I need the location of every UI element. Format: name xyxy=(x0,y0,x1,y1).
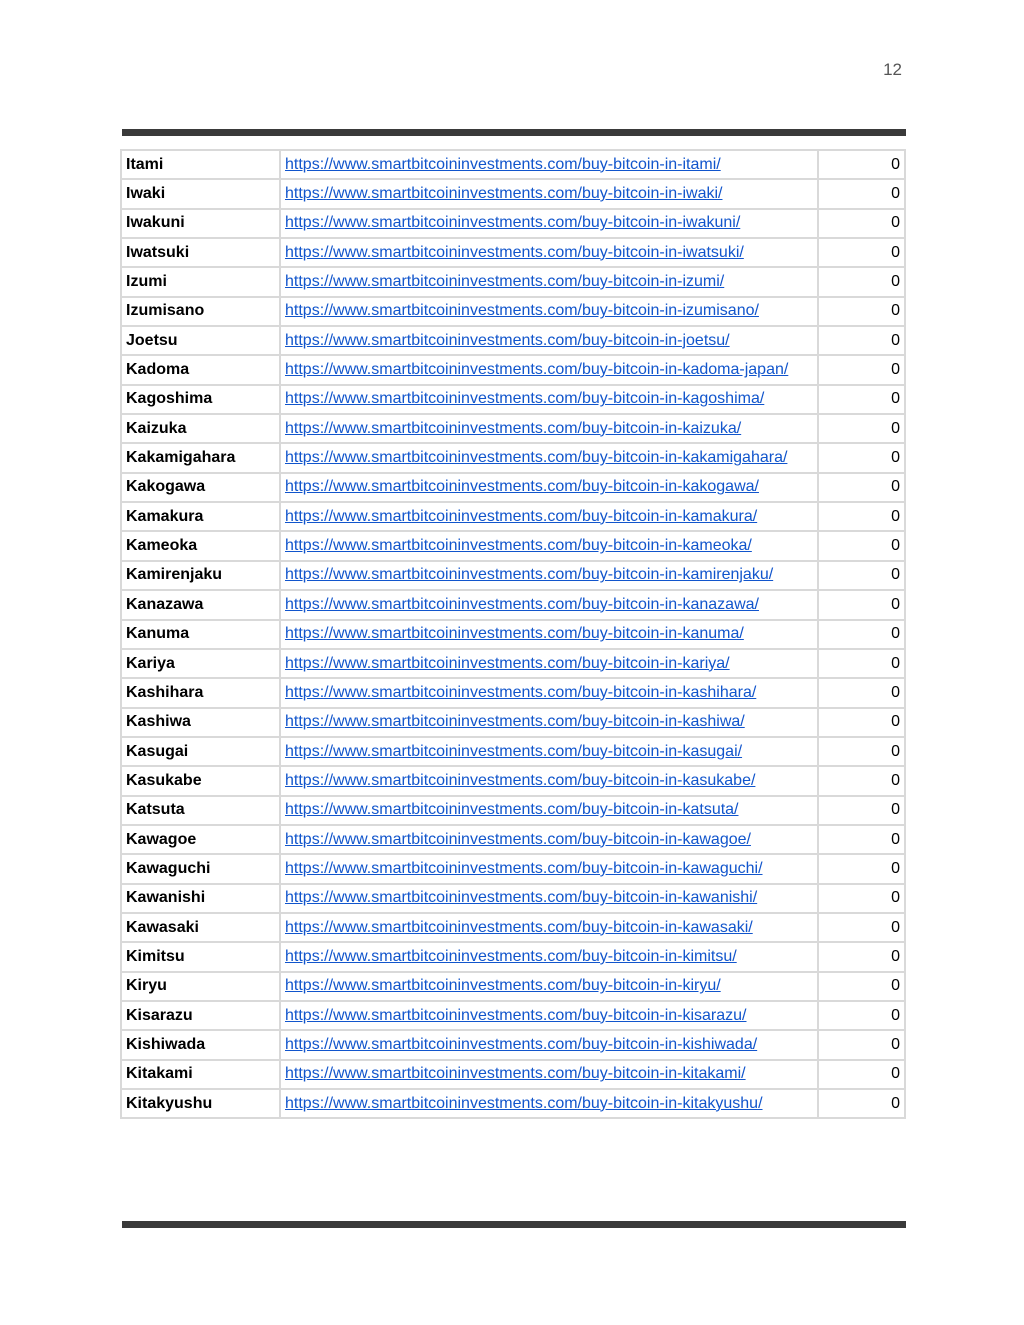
url-cell xyxy=(280,385,818,414)
city-url-link[interactable]: https://www.smartbitcoininvestments.com/buy-bitcoin-in-kitakami/ xyxy=(285,1065,746,1083)
url-cell xyxy=(280,708,818,737)
city-name-cell: Kisarazu xyxy=(121,1001,280,1030)
city-name-cell: Kimitsu xyxy=(121,942,280,971)
url-cell xyxy=(280,620,818,649)
table-row xyxy=(121,414,905,443)
top-divider xyxy=(122,129,906,136)
city-url-link[interactable]: https://www.smartbitcoininvestments.com/buy-bitcoin-in-kaizuka/ xyxy=(285,419,742,437)
count-cell: 0 xyxy=(818,502,905,531)
url-cell xyxy=(280,825,818,854)
count-cell: 0 xyxy=(818,737,905,766)
city-url-link[interactable]: https://www.smartbitcoininvestments.com/buy-bitcoin-in-kanazawa/ xyxy=(285,595,759,613)
city-name-cell: Kitakami xyxy=(121,1060,280,1089)
city-url-link[interactable]: https://www.smartbitcoininvestments.com/buy-bitcoin-in-kanuma/ xyxy=(285,625,744,643)
city-name-cell: Kasukabe xyxy=(121,766,280,795)
city-url-link[interactable]: https://www.smartbitcoininvestments.com/buy-bitcoin-in-izumi/ xyxy=(285,273,725,291)
city-url-link[interactable]: https://www.smartbitcoininvestments.com/buy-bitcoin-in-kasugai/ xyxy=(285,742,743,760)
table-row xyxy=(121,796,905,825)
city-url-link[interactable]: https://www.smartbitcoininvestments.com/buy-bitcoin-in-kawanishi/ xyxy=(285,889,758,907)
table-row xyxy=(121,1030,905,1059)
table-row xyxy=(121,1001,905,1030)
city-url-link[interactable]: https://www.smartbitcoininvestments.com/buy-bitcoin-in-kamakura/ xyxy=(285,507,758,525)
table-row xyxy=(121,502,905,531)
count-cell: 0 xyxy=(818,209,905,238)
table-row xyxy=(121,972,905,1001)
city-name-cell: Kakogawa xyxy=(121,473,280,502)
city-name-cell: Joetsu xyxy=(121,326,280,355)
city-url-link[interactable]: https://www.smartbitcoininvestments.com/buy-bitcoin-in-kadoma-japan/ xyxy=(285,361,789,379)
count-cell: 0 xyxy=(818,590,905,619)
count-cell: 0 xyxy=(818,708,905,737)
count-cell: 0 xyxy=(818,620,905,649)
table-row xyxy=(121,150,905,179)
city-name-cell: Kasugai xyxy=(121,737,280,766)
url-cell xyxy=(280,326,818,355)
table-row xyxy=(121,1089,905,1118)
count-cell: 0 xyxy=(818,884,905,913)
city-name-cell: Itami xyxy=(121,150,280,179)
url-cell xyxy=(280,355,818,384)
city-name-cell: Kamirenjaku xyxy=(121,561,280,590)
city-url-link[interactable]: https://www.smartbitcoininvestments.com/buy-bitcoin-in-kawagoe/ xyxy=(285,830,751,848)
url-cell xyxy=(280,1089,818,1118)
url-cell xyxy=(280,972,818,1001)
city-url-link[interactable]: https://www.smartbitcoininvestments.com/buy-bitcoin-in-kashihara/ xyxy=(285,683,757,701)
table-row xyxy=(121,443,905,472)
table-row xyxy=(121,473,905,502)
table-row xyxy=(121,267,905,296)
count-cell: 0 xyxy=(818,854,905,883)
count-cell: 0 xyxy=(818,1089,905,1118)
url-cell xyxy=(280,531,818,560)
url-cell xyxy=(280,1060,818,1089)
city-url-link[interactable]: https://www.smartbitcoininvestments.com/buy-bitcoin-in-kakogawa/ xyxy=(285,478,759,496)
city-url-link[interactable]: https://www.smartbitcoininvestments.com/buy-bitcoin-in-izumisano/ xyxy=(285,302,759,320)
count-cell: 0 xyxy=(818,913,905,942)
table-row xyxy=(121,531,905,560)
url-cell xyxy=(280,297,818,326)
url-cell xyxy=(280,766,818,795)
city-url-link[interactable]: https://www.smartbitcoininvestments.com/buy-bitcoin-in-katsuta/ xyxy=(285,801,739,819)
table-body xyxy=(121,150,905,1118)
city-url-link[interactable]: https://www.smartbitcoininvestments.com/buy-bitcoin-in-kashiwa/ xyxy=(285,713,745,731)
city-name-cell: Izumi xyxy=(121,267,280,296)
city-name-cell: Kawanishi xyxy=(121,884,280,913)
count-cell: 0 xyxy=(818,531,905,560)
table-row xyxy=(121,825,905,854)
city-name-cell: Kawasaki xyxy=(121,913,280,942)
url-cell xyxy=(280,443,818,472)
table-row xyxy=(121,766,905,795)
page-number: 12 xyxy=(883,60,902,79)
url-cell xyxy=(280,1001,818,1030)
city-url-link[interactable]: https://www.smartbitcoininvestments.com/buy-bitcoin-in-kitakyushu/ xyxy=(285,1094,763,1112)
city-url-link[interactable]: https://www.smartbitcoininvestments.com/buy-bitcoin-in-kishiwada/ xyxy=(285,1035,758,1053)
url-cell xyxy=(280,238,818,267)
count-cell: 0 xyxy=(818,649,905,678)
url-cell xyxy=(280,150,818,179)
city-url-link[interactable]: https://www.smartbitcoininvestments.com/buy-bitcoin-in-iwatsuki/ xyxy=(285,243,744,261)
table-row xyxy=(121,854,905,883)
count-cell: 0 xyxy=(818,443,905,472)
table-row xyxy=(121,942,905,971)
city-url-link[interactable]: https://www.smartbitcoininvestments.com/buy-bitcoin-in-kimitsu/ xyxy=(285,947,737,965)
city-name-cell: Kariya xyxy=(121,649,280,678)
table-row xyxy=(121,209,905,238)
count-cell: 0 xyxy=(818,942,905,971)
bottom-divider xyxy=(122,1221,906,1228)
count-cell: 0 xyxy=(818,796,905,825)
city-name-cell: Kishiwada xyxy=(121,1030,280,1059)
city-url-link[interactable]: https://www.smartbitcoininvestments.com/buy-bitcoin-in-kasukabe/ xyxy=(285,771,756,789)
table-row xyxy=(121,297,905,326)
city-name-cell: Kagoshima xyxy=(121,385,280,414)
count-cell: 0 xyxy=(818,414,905,443)
table-row xyxy=(121,1060,905,1089)
table-row xyxy=(121,708,905,737)
table-row xyxy=(121,590,905,619)
city-url-link[interactable]: https://www.smartbitcoininvestments.com/buy-bitcoin-in-kariya/ xyxy=(285,654,730,672)
city-name-cell: Kamakura xyxy=(121,502,280,531)
city-name-cell: Iwatsuki xyxy=(121,238,280,267)
city-name-cell: Kanuma xyxy=(121,620,280,649)
city-url-link[interactable]: https://www.smartbitcoininvestments.com/buy-bitcoin-in-kakamigahara/ xyxy=(285,449,788,467)
url-cell xyxy=(280,649,818,678)
city-name-cell: Kawagoe xyxy=(121,825,280,854)
table-row xyxy=(121,913,905,942)
city-name-cell: Kiryu xyxy=(121,972,280,1001)
url-cell xyxy=(280,502,818,531)
table-row xyxy=(121,649,905,678)
count-cell: 0 xyxy=(818,179,905,208)
table-row xyxy=(121,238,905,267)
url-cell xyxy=(280,1030,818,1059)
count-cell: 0 xyxy=(818,297,905,326)
count-cell: 0 xyxy=(818,385,905,414)
table-row xyxy=(121,326,905,355)
city-url-link[interactable]: https://www.smartbitcoininvestments.com/buy-bitcoin-in-kawaguchi/ xyxy=(285,859,763,877)
table-row xyxy=(121,678,905,707)
count-cell: 0 xyxy=(818,972,905,1001)
count-cell: 0 xyxy=(818,238,905,267)
city-url-link[interactable]: https://www.smartbitcoininvestments.com/buy-bitcoin-in-iwakuni/ xyxy=(285,214,741,232)
city-url-link[interactable]: https://www.smartbitcoininvestments.com/buy-bitcoin-in-itami/ xyxy=(285,155,721,173)
count-cell: 0 xyxy=(818,267,905,296)
url-cell xyxy=(280,267,818,296)
table-row xyxy=(121,385,905,414)
city-name-cell: Katsuta xyxy=(121,796,280,825)
city-name-cell: Kakamigahara xyxy=(121,443,280,472)
city-name-cell: Kadoma xyxy=(121,355,280,384)
city-link-table xyxy=(120,149,906,1119)
table-row xyxy=(121,884,905,913)
url-cell xyxy=(280,414,818,443)
count-cell: 0 xyxy=(818,1001,905,1030)
city-name-cell: Kameoka xyxy=(121,531,280,560)
url-cell xyxy=(280,854,818,883)
city-name-cell: Kaizuka xyxy=(121,414,280,443)
url-cell xyxy=(280,796,818,825)
url-cell xyxy=(280,561,818,590)
count-cell: 0 xyxy=(818,150,905,179)
url-cell xyxy=(280,942,818,971)
city-name-cell: Kanazawa xyxy=(121,590,280,619)
city-url-link[interactable]: https://www.smartbitcoininvestments.com/buy-bitcoin-in-kawasaki/ xyxy=(285,918,753,936)
city-name-cell: Kitakyushu xyxy=(121,1089,280,1118)
count-cell: 0 xyxy=(818,1030,905,1059)
table-row xyxy=(121,355,905,384)
city-name-cell: Iwakuni xyxy=(121,209,280,238)
city-url-link[interactable]: https://www.smartbitcoininvestments.com/buy-bitcoin-in-kamirenjaku/ xyxy=(285,566,774,584)
url-cell xyxy=(280,179,818,208)
city-name-cell: Izumisano xyxy=(121,297,280,326)
city-name-cell: Kashiwa xyxy=(121,708,280,737)
city-name-cell: Iwaki xyxy=(121,179,280,208)
city-name-cell: Kashihara xyxy=(121,678,280,707)
city-url-link[interactable]: https://www.smartbitcoininvestments.com/buy-bitcoin-in-joetsu/ xyxy=(285,331,730,349)
table-row xyxy=(121,561,905,590)
count-cell: 0 xyxy=(818,766,905,795)
count-cell: 0 xyxy=(818,473,905,502)
city-url-link[interactable]: https://www.smartbitcoininvestments.com/buy-bitcoin-in-kisarazu/ xyxy=(285,1006,747,1024)
table-row xyxy=(121,737,905,766)
table-row xyxy=(121,179,905,208)
count-cell: 0 xyxy=(818,561,905,590)
city-url-link[interactable]: https://www.smartbitcoininvestments.com/buy-bitcoin-in-kameoka/ xyxy=(285,537,752,555)
url-cell xyxy=(280,737,818,766)
url-cell xyxy=(280,884,818,913)
url-cell xyxy=(280,678,818,707)
url-cell xyxy=(280,473,818,502)
count-cell: 0 xyxy=(818,355,905,384)
city-name-cell: Kawaguchi xyxy=(121,854,280,883)
count-cell: 0 xyxy=(818,1060,905,1089)
url-cell xyxy=(280,913,818,942)
count-cell: 0 xyxy=(818,825,905,854)
url-cell xyxy=(280,590,818,619)
city-url-link[interactable]: https://www.smartbitcoininvestments.com/buy-bitcoin-in-iwaki/ xyxy=(285,185,723,203)
count-cell: 0 xyxy=(818,678,905,707)
city-url-link[interactable]: https://www.smartbitcoininvestments.com/buy-bitcoin-in-kiryu/ xyxy=(285,977,721,995)
table-row xyxy=(121,620,905,649)
city-url-link[interactable]: https://www.smartbitcoininvestments.com/buy-bitcoin-in-kagoshima/ xyxy=(285,390,765,408)
count-cell: 0 xyxy=(818,326,905,355)
url-cell xyxy=(280,209,818,238)
